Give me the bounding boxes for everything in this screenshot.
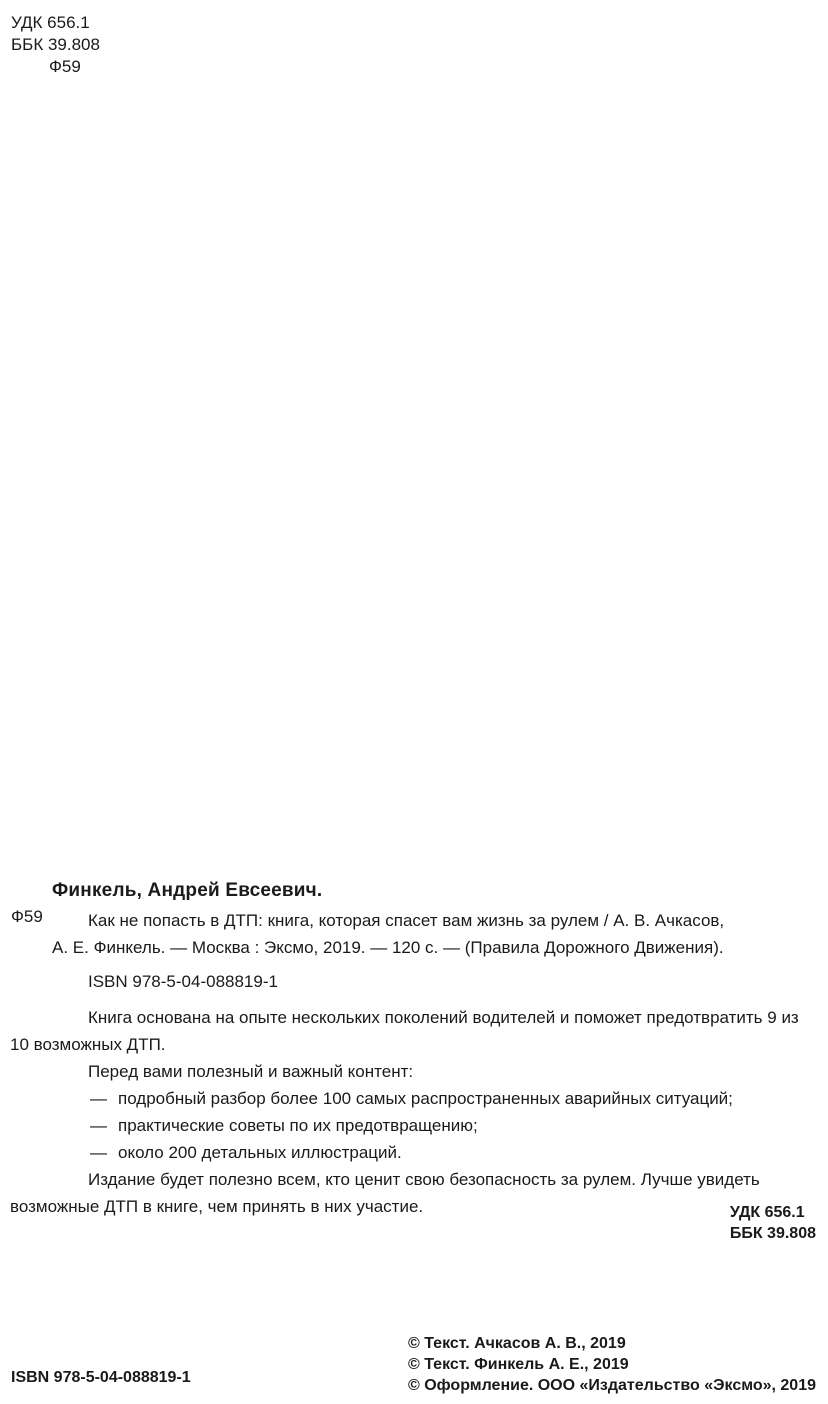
annotation-p1-line1: Книга основана на опыте нескольких поколений водителей и поможет предотвратить 9 из bbox=[88, 1008, 799, 1027]
annotation-bullet-2 bbox=[90, 1112, 478, 1139]
bullet-dash: — bbox=[90, 1089, 107, 1108]
bullet-dash: — bbox=[90, 1143, 107, 1162]
copyright-line: © Текст. Ачкасов А. В., 2019 bbox=[407, 1335, 626, 1352]
annotation-p2-intro: Перед вами полезный и важный контент: bbox=[88, 1062, 414, 1081]
bullet-text: около 200 детальных иллюстраций. bbox=[118, 1143, 402, 1162]
bibliographic-line-2: А. Е. Финкель. — Москва : Эксмо, 2019. — 120 с. — (Правила Дорожного Движения). bbox=[52, 938, 724, 957]
top-classification-codes bbox=[11, 12, 100, 78]
annotation-p3-line2: возможные ДТП в книге, чем принять в них участие. bbox=[10, 1197, 424, 1216]
bibliographic-line-1: Как не попасть в ДТП: книга, которая спасет вам жизнь за рулем / А. В. Ачкасов, bbox=[88, 911, 725, 930]
annotation-p3-line1: Издание будет полезно всем, кто ценит свою безопасность за рулем. Лучше увидеть bbox=[88, 1170, 760, 1189]
copyright-block bbox=[408, 1333, 816, 1396]
copyright-line: © Оформление. ООО «Издательство «Эксмо», 2019 bbox=[407, 1377, 816, 1394]
author-heading: Финкель, Андрей Евсеевич. bbox=[52, 880, 323, 901]
bullet-dash: — bbox=[90, 1116, 107, 1135]
entry-cipher: Ф59 bbox=[11, 907, 43, 926]
top-author-cipher: Ф59 bbox=[49, 57, 81, 76]
top-udk-code: УДК 656.1 bbox=[11, 13, 90, 32]
annotation-bullet-1 bbox=[90, 1085, 733, 1112]
bullet-text: подробный разбор более 100 самых распространенных аварийных ситуаций; bbox=[118, 1089, 733, 1108]
annotation-bullet-3 bbox=[90, 1139, 402, 1166]
bottom-isbn: ISBN 978-5-04-088819-1 bbox=[11, 1369, 191, 1386]
top-bbk-code: ББК 39.808 bbox=[11, 35, 100, 54]
bottom-bbk-code: ББК 39.808 bbox=[729, 1225, 816, 1242]
bullet-text: практические советы по их предотвращению; bbox=[118, 1116, 478, 1135]
copyright-line: © Текст. Финкель А. Е., 2019 bbox=[407, 1356, 629, 1373]
bottom-udk-code: УДК 656.1 bbox=[729, 1204, 805, 1221]
entry-isbn: ISBN 978-5-04-088819-1 bbox=[88, 972, 278, 991]
bottom-classification-codes bbox=[730, 1202, 816, 1244]
annotation-p1-line2: 10 возможных ДТП. bbox=[10, 1035, 166, 1054]
